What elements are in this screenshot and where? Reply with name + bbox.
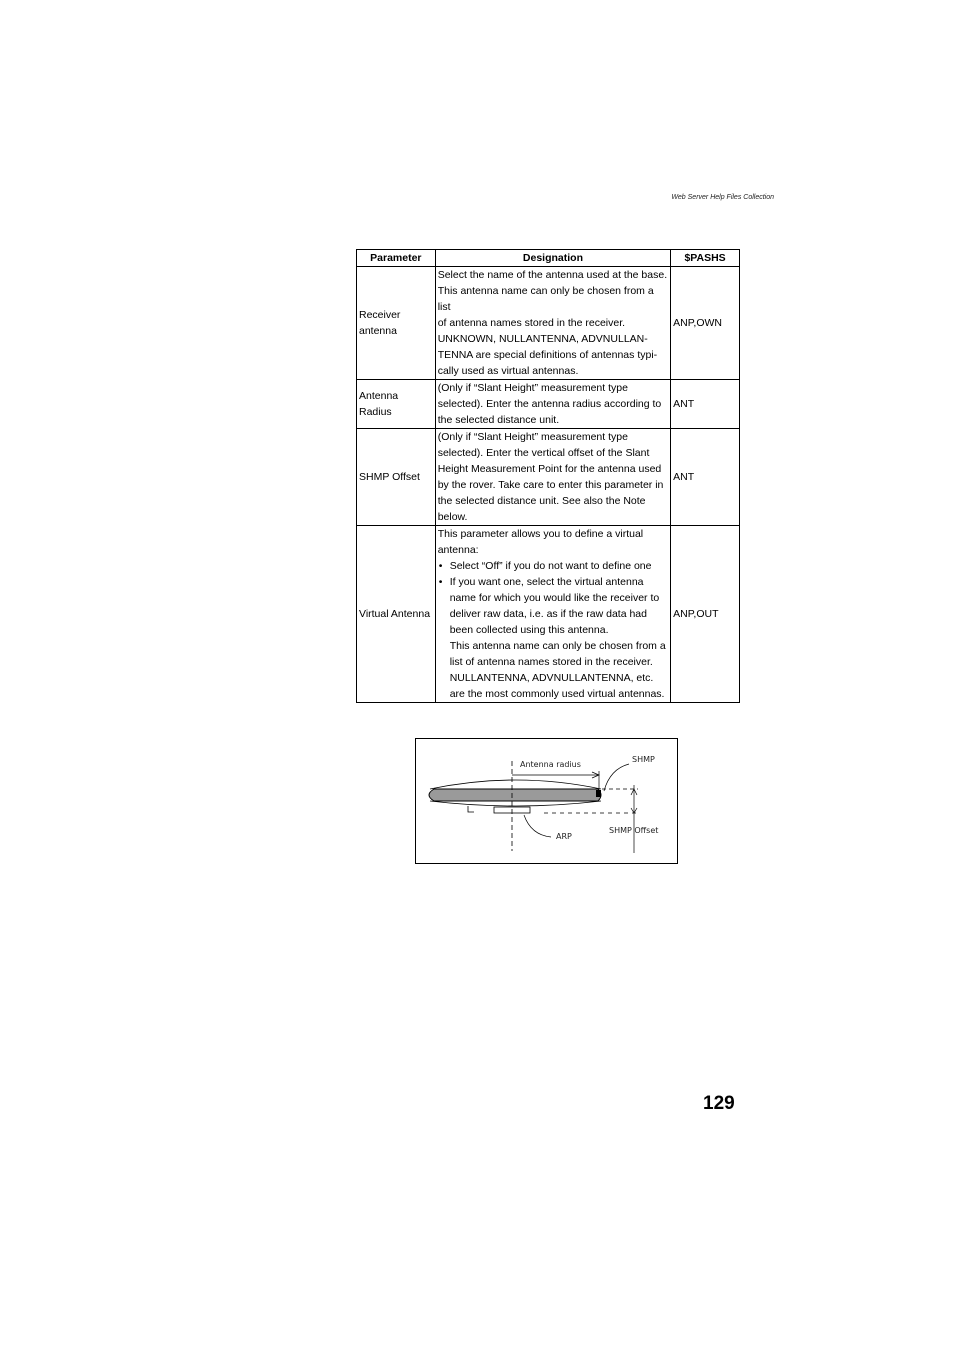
column-header-parameter: Parameter [357,250,436,267]
table-header-row [357,250,740,267]
cell-designation [435,429,670,526]
cell-designation [435,380,670,429]
antenna-dome-outline [430,780,601,789]
designation-line: the selected distance unit. [437,414,560,426]
table-row [357,267,740,380]
designation-line: list of antenna names stored in the receiver. [449,656,653,668]
table-row [357,429,740,526]
designation-line: selected). Enter the vertical offset of the Slant [437,447,650,459]
label-arp: ARP [556,832,572,841]
designation-line: cally used as virtual antennas. [437,365,579,377]
cell-pashs: ANT [671,429,740,526]
designation-line: been collected using this antenna. [449,624,609,636]
shmp-edge-mark [596,790,601,797]
designation-line: name for which you would like the receiver to [449,592,660,604]
cell-parameter: Virtual Antenna [357,526,436,703]
cell-parameter: SHMP Offset [357,429,436,526]
cell-parameter: Receiver antenna [357,267,436,380]
designation-line: Select the name of the antenna used at the base. [437,269,668,281]
cell-designation [435,526,670,703]
cell-designation [435,267,670,380]
designation-line: UNKNOWN, NULLANTENNA, ADVNULLAN- [437,333,648,345]
designation-line: Height Measurement Point for the antenna used [437,463,662,475]
designation-line: selected). Enter the antenna radius according to [437,398,662,410]
running-header: Web Server Help Files Collection [671,194,774,201]
antenna-body [429,789,601,801]
designation-line: of antenna names stored in the receiver. [437,317,626,329]
table-row [357,380,740,429]
designation-line: below. [437,511,468,523]
designation-line: deliver raw data, i.e. as if the raw data had [449,608,647,620]
cell-pashs: ANP,OUT [671,526,740,703]
antenna-underside-outline [430,801,601,806]
designation-line: antenna: [437,544,479,556]
arp-leader-line [524,815,551,837]
designation-line: This parameter allows you to define a virtual [437,528,644,540]
label-shmp-offset: SHMP Offset [609,826,659,835]
designation-line: NULLANTENNA, ADVNULLANTENNA, etc. [449,672,654,684]
label-antenna-radius: Antenna radius [520,760,581,769]
cell-parameter: Antenna Radius [357,380,436,429]
shmp-leader-line [604,764,629,791]
parameter-table [356,249,740,703]
designation-line: (Only if “Slant Height” measurement type [437,431,628,443]
antenna-diagram [415,738,678,864]
column-header-pashs: $PASHS [671,250,740,267]
designation-line: This antenna name can only be chosen from a list [437,285,654,313]
bullet-item: • Select “Off” if you do not want to define one [438,558,668,574]
designation-line: the selected distance unit. See also the Note [437,495,646,507]
column-header-designation: Designation [435,250,670,267]
designation-line: are the most commonly used virtual antennas. [449,688,665,700]
designation-line: by the rover. Take care to enter this parameter in [437,479,664,491]
label-shmp: SHMP [632,755,655,764]
page-number: 129 [703,1093,735,1114]
cell-pashs: ANP,OWN [671,267,740,380]
designation-line: TENNA are special definitions of antennas typi- [437,349,658,361]
designation-line: (Only if “Slant Height” measurement type [437,382,628,394]
table-row [357,526,740,703]
bullet-item: • If you want one, select the virtual antenna [438,574,668,590]
designation-line: This antenna name can only be chosen from a [449,640,666,652]
connector-stub [468,806,474,812]
cell-pashs: ANT [671,380,740,429]
